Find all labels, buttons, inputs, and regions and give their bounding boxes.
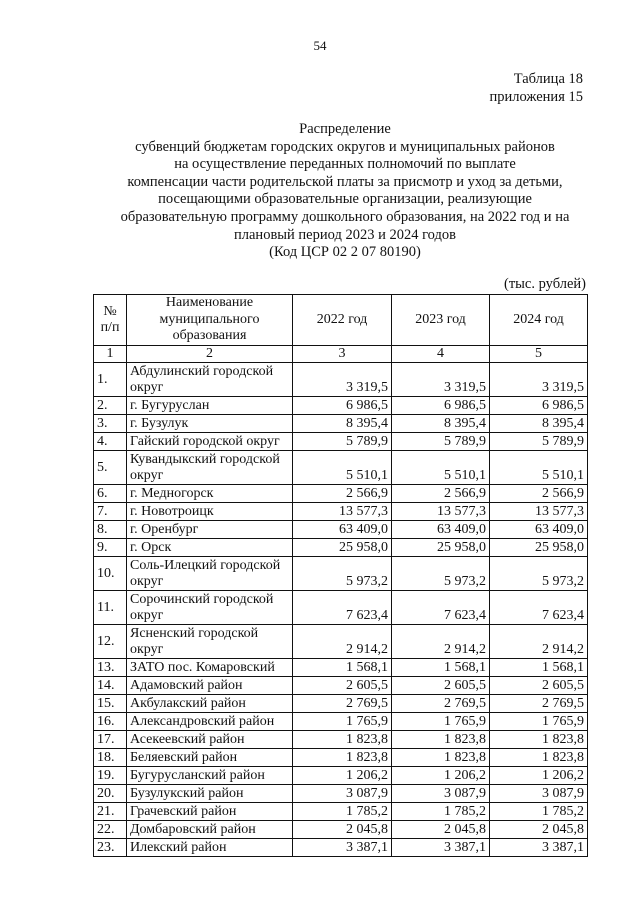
municipality-name: Абдулинский городской округ	[127, 363, 293, 397]
value-2023: 6 986,5	[392, 397, 490, 415]
row-number: 14.	[94, 677, 127, 695]
value-2022: 3 319,5	[293, 363, 392, 397]
value-2022: 2 566,9	[293, 485, 392, 503]
value-2024: 6 986,5	[490, 397, 588, 415]
subsidy-table	[93, 294, 588, 857]
value-2024: 2 566,9	[490, 485, 588, 503]
page-number: 54	[313, 38, 327, 53]
title-line: субвенций бюджетам городских округов и муниципальных районов	[135, 138, 555, 155]
value-2024: 5 510,1	[490, 451, 588, 485]
value-2022: 2 914,2	[293, 625, 392, 659]
value-2022: 1 568,1	[293, 659, 392, 677]
value-2022: 3 087,9	[293, 785, 392, 803]
value-2022: 25 958,0	[293, 539, 392, 557]
header-num: № п/п	[94, 295, 127, 346]
value-2022: 3 387,1	[293, 839, 392, 857]
units-note: (тыс. рублей)	[504, 276, 586, 292]
table-row	[94, 539, 588, 557]
table-row	[94, 821, 588, 839]
municipality-name: Грачевский район	[127, 803, 293, 821]
municipality-name: Бугурусланский район	[127, 767, 293, 785]
table-row	[94, 839, 588, 857]
value-2022: 13 577,3	[293, 503, 392, 521]
value-2023: 13 577,3	[392, 503, 490, 521]
value-2022: 5 789,9	[293, 433, 392, 451]
column-index-row	[94, 346, 588, 363]
table-label: Таблица 18	[513, 71, 583, 87]
municipality-name: Домбаровский район	[127, 821, 293, 839]
table-row	[94, 591, 588, 625]
value-2022: 1 765,9	[293, 713, 392, 731]
row-number: 21.	[94, 803, 127, 821]
value-2024: 25 958,0	[490, 539, 588, 557]
value-2023: 3 319,5	[392, 363, 490, 397]
value-2022: 1 206,2	[293, 767, 392, 785]
row-number: 1.	[94, 363, 127, 397]
row-number: 6.	[94, 485, 127, 503]
table-row	[94, 767, 588, 785]
municipality-name: Кувандыкский городской округ	[127, 451, 293, 485]
municipality-name: Сорочинский городской округ	[127, 591, 293, 625]
value-2022: 5 510,1	[293, 451, 392, 485]
row-number: 19.	[94, 767, 127, 785]
municipality-name: Асекеевский район	[127, 731, 293, 749]
municipality-name: Александровский район	[127, 713, 293, 731]
value-2022: 5 973,2	[293, 557, 392, 591]
table-row	[94, 557, 588, 591]
table-row	[94, 695, 588, 713]
value-2024: 1 568,1	[490, 659, 588, 677]
value-2024: 5 973,2	[490, 557, 588, 591]
table-row	[94, 785, 588, 803]
municipality-name: Акбулакский район	[127, 695, 293, 713]
row-number: 13.	[94, 659, 127, 677]
value-2023: 2 045,8	[392, 821, 490, 839]
row-number: 23.	[94, 839, 127, 857]
municipality-name: Ясненский городской округ	[127, 625, 293, 659]
title-line: компенсации части родительской платы за присмотр и уход за детьми,	[127, 173, 563, 190]
value-2024: 2 914,2	[490, 625, 588, 659]
column-index: 4	[392, 346, 490, 363]
value-2022: 6 986,5	[293, 397, 392, 415]
value-2023: 3 387,1	[392, 839, 490, 857]
table-row	[94, 451, 588, 485]
value-2024: 2 769,5	[490, 695, 588, 713]
value-2023: 2 914,2	[392, 625, 490, 659]
value-2023: 1 823,8	[392, 731, 490, 749]
title-line: посещающими образовательные организации, реализующие	[158, 191, 532, 208]
value-2024: 1 823,8	[490, 749, 588, 767]
municipality-name: г. Медногорск	[127, 485, 293, 503]
row-number: 11.	[94, 591, 127, 625]
municipality-name: Адамовский район	[127, 677, 293, 695]
municipality-name: г. Орск	[127, 539, 293, 557]
value-2022: 1 823,8	[293, 749, 392, 767]
table-row	[94, 659, 588, 677]
value-2023: 2 769,5	[392, 695, 490, 713]
value-2023: 8 395,4	[392, 415, 490, 433]
table-row	[94, 803, 588, 821]
table-row	[94, 415, 588, 433]
municipality-name: г. Бузулук	[127, 415, 293, 433]
table-header-row	[94, 295, 588, 346]
value-2023: 5 789,9	[392, 433, 490, 451]
table-row	[94, 625, 588, 659]
appendix-label: приложения 15	[489, 89, 583, 105]
table-row	[94, 749, 588, 767]
municipality-name: Бузулукский район	[127, 785, 293, 803]
municipality-name: Беляевский район	[127, 749, 293, 767]
value-2023: 3 087,9	[392, 785, 490, 803]
value-2022: 1 823,8	[293, 731, 392, 749]
appendix-reference	[490, 70, 583, 106]
value-2023: 25 958,0	[392, 539, 490, 557]
value-2022: 2 769,5	[293, 695, 392, 713]
value-2022: 8 395,4	[293, 415, 392, 433]
header-2023: 2023 год	[392, 295, 490, 346]
value-2024: 2 045,8	[490, 821, 588, 839]
value-2023: 5 510,1	[392, 451, 490, 485]
municipality-name: г. Бугуруслан	[127, 397, 293, 415]
municipality-name: г. Новотроицк	[127, 503, 293, 521]
value-2024: 8 395,4	[490, 415, 588, 433]
value-2023: 1 765,9	[392, 713, 490, 731]
row-number: 7.	[94, 503, 127, 521]
table-row	[94, 713, 588, 731]
table-row	[94, 677, 588, 695]
table-row	[94, 397, 588, 415]
row-number: 4.	[94, 433, 127, 451]
municipality-name: Илекский район	[127, 839, 293, 857]
budget-code: (Код ЦСР 02 2 07 80190)	[269, 244, 421, 261]
header-2022: 2022 год	[293, 295, 392, 346]
header-2024: 2024 год	[490, 295, 588, 346]
value-2024: 1 765,9	[490, 713, 588, 731]
row-number: 17.	[94, 731, 127, 749]
value-2023: 2 566,9	[392, 485, 490, 503]
row-number: 18.	[94, 749, 127, 767]
table-row	[94, 503, 588, 521]
value-2022: 7 623,4	[293, 591, 392, 625]
title-line: образовательную программу дошкольного образования, на 2022 год и на	[120, 208, 570, 225]
value-2022: 2 045,8	[293, 821, 392, 839]
value-2022: 2 605,5	[293, 677, 392, 695]
column-index: 3	[293, 346, 392, 363]
column-index: 5	[490, 346, 588, 363]
document-title	[95, 121, 595, 262]
value-2024: 63 409,0	[490, 521, 588, 539]
row-number: 2.	[94, 397, 127, 415]
table-row	[94, 485, 588, 503]
value-2022: 63 409,0	[293, 521, 392, 539]
value-2024: 1 206,2	[490, 767, 588, 785]
municipality-name: г. Оренбург	[127, 521, 293, 539]
value-2023: 7 623,4	[392, 591, 490, 625]
value-2023: 1 206,2	[392, 767, 490, 785]
value-2023: 5 973,2	[392, 557, 490, 591]
municipality-name: Соль-Илецкий городской округ	[127, 557, 293, 591]
row-number: 20.	[94, 785, 127, 803]
row-number: 9.	[94, 539, 127, 557]
value-2023: 1 785,2	[392, 803, 490, 821]
value-2024: 3 319,5	[490, 363, 588, 397]
row-number: 22.	[94, 821, 127, 839]
table-row	[94, 363, 588, 397]
header-name: Наименование муниципального образования	[127, 295, 293, 346]
row-number: 16.	[94, 713, 127, 731]
value-2023: 2 605,5	[392, 677, 490, 695]
table-row	[94, 731, 588, 749]
value-2023: 1 823,8	[392, 749, 490, 767]
row-number: 10.	[94, 557, 127, 591]
title-heading: Распределение	[299, 121, 391, 137]
municipality-name: ЗАТО пос. Комаровский	[127, 659, 293, 677]
value-2024: 1 823,8	[490, 731, 588, 749]
value-2023: 1 568,1	[392, 659, 490, 677]
row-number: 5.	[94, 451, 127, 485]
row-number: 8.	[94, 521, 127, 539]
row-number: 3.	[94, 415, 127, 433]
title-line: на осуществление переданных полномочий по выплате	[174, 156, 516, 173]
title-line: плановый период 2023 и 2024 годов	[234, 226, 456, 243]
row-number: 12.	[94, 625, 127, 659]
value-2024: 3 387,1	[490, 839, 588, 857]
row-number: 15.	[94, 695, 127, 713]
table-row	[94, 521, 588, 539]
value-2023: 63 409,0	[392, 521, 490, 539]
value-2024: 13 577,3	[490, 503, 588, 521]
table-row	[94, 433, 588, 451]
municipality-name: Гайский городской округ	[127, 433, 293, 451]
value-2024: 3 087,9	[490, 785, 588, 803]
value-2022: 1 785,2	[293, 803, 392, 821]
value-2024: 1 785,2	[490, 803, 588, 821]
column-index: 1	[94, 346, 127, 363]
value-2024: 2 605,5	[490, 677, 588, 695]
value-2024: 7 623,4	[490, 591, 588, 625]
value-2024: 5 789,9	[490, 433, 588, 451]
column-index: 2	[127, 346, 293, 363]
